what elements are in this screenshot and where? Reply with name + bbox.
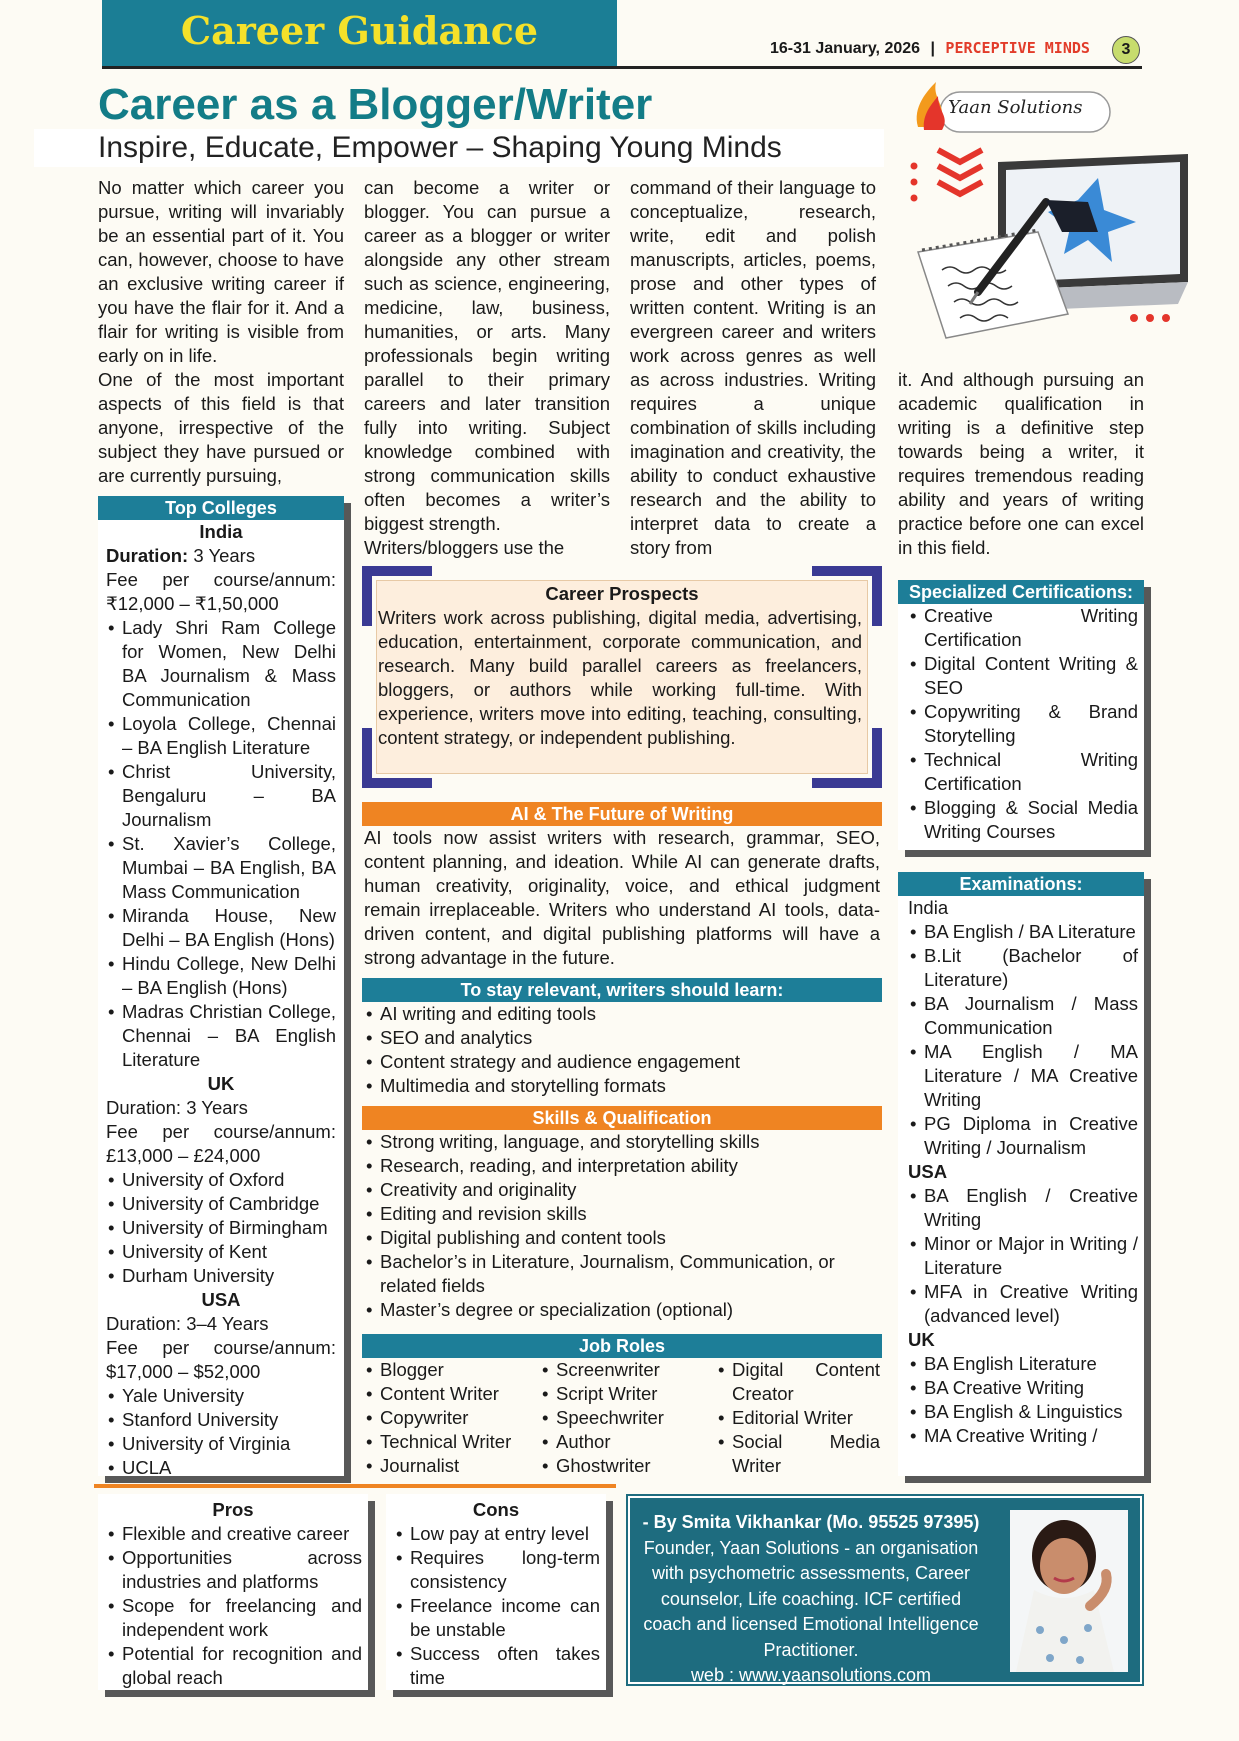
- list-item: • Editorial Writer: [716, 1406, 880, 1430]
- examinations-heading: Examinations:: [898, 872, 1144, 896]
- career-prospects-frame: [362, 566, 882, 788]
- list-item: • University of Oxford: [106, 1168, 336, 1192]
- india-duration-label: Duration:: [106, 545, 189, 566]
- list-item: • Success often takes time: [394, 1642, 600, 1690]
- cons-heading: Cons: [472, 1499, 520, 1520]
- author-bio: Founder, Yaan Solutions - an organisation with psychometric assessments, Career counselor, Life coaching. ICF certified coach and licensed Emotional Intelligence Practitioner.: [643, 1537, 979, 1660]
- job-roles-col-3: [716, 1358, 880, 1478]
- list-item: • Screenwriter: [540, 1358, 716, 1382]
- exam-india-list: [908, 920, 1138, 1160]
- pros-heading: Pros: [212, 1499, 254, 1520]
- exam-usa-heading: USA: [908, 1161, 948, 1182]
- exam-india-heading: India: [908, 897, 949, 918]
- list-item: • BA Journalism / Mass Communication: [908, 992, 1138, 1040]
- list-item: • University of Virginia: [106, 1432, 336, 1456]
- list-item: • Flexible and creative career: [106, 1522, 362, 1546]
- certifications-box: [898, 580, 1144, 850]
- bottom-divider: [94, 1484, 616, 1488]
- col2-paragraph-2: Writers/bloggers use the: [364, 537, 565, 558]
- list-item: • University of Cambridge: [106, 1192, 336, 1216]
- list-item: • Low pay at entry level: [394, 1522, 600, 1546]
- list-item: • Hindu College, New Delhi – BA English (Hons): [106, 952, 336, 1000]
- job-roles-section: [362, 1334, 882, 1478]
- list-item: • Script Writer: [540, 1382, 716, 1406]
- list-item: • University of Kent: [106, 1240, 336, 1264]
- list-item: • Editing and revision skills: [364, 1202, 882, 1226]
- laptop-icon: [898, 82, 1194, 372]
- ai-future-body: AI tools now assist writers with research, grammar, SEO, content planning, and ideation. While AI can generate drafts, human creativity, originality, voice, and ethical judgment remain irreplaceable. Writers who understand AI tools, data-driven content, and digital publishing platforms will have a strong advantage in the future.: [364, 827, 880, 968]
- list-item: • BA English / BA Literature: [908, 920, 1138, 944]
- job-roles-col-2: [540, 1358, 716, 1478]
- usa-fee-label: Fee per course/annum:: [106, 1337, 336, 1358]
- list-item: • BA English Literature: [908, 1352, 1138, 1376]
- list-item: • MA English / MA Literature / MA Creative Writing: [908, 1040, 1138, 1112]
- list-item: • Requires long-term consistency: [394, 1546, 600, 1594]
- list-item: • Copywriter: [364, 1406, 540, 1430]
- list-item: • B.Lit (Bachelor of Literature): [908, 944, 1138, 992]
- list-item: • Creative Writing Certification: [908, 604, 1138, 652]
- list-item: • Strong writing, language, and storytelling skills: [364, 1130, 882, 1154]
- list-item: • Master’s degree or specialization (optional): [364, 1298, 882, 1322]
- list-item: • AI writing and editing tools: [364, 1002, 882, 1026]
- article-col-3: [630, 176, 876, 560]
- list-item: • Technical Writing Certification: [908, 748, 1138, 796]
- top-colleges-heading: Top Colleges: [98, 496, 344, 520]
- list-item: • Blogging & Social Media Writing Courses: [908, 796, 1138, 844]
- list-item: • Bachelor’s in Literature, Journalism, Communication, or related fields: [364, 1250, 882, 1298]
- uk-heading: UK: [207, 1073, 235, 1094]
- list-item: • Research, reading, and interpretation ability: [364, 1154, 882, 1178]
- job-roles-col-1: [362, 1358, 540, 1478]
- col4-paragraph-1: it. And although pursuing an academic qualification in writing is a definitive step towards being a writer, it requires tremendous reading ability and years of writing practice before one can excel in this field.: [898, 369, 1144, 558]
- list-item: • Digital publishing and content tools: [364, 1226, 882, 1250]
- job-roles-heading: Job Roles: [362, 1334, 882, 1358]
- magazine-name: PERCEPTIVE MINDS: [945, 39, 1090, 57]
- pros-box: [98, 1494, 368, 1690]
- usa-heading: USA: [201, 1289, 241, 1310]
- article-title: Career as a Blogger/Writer: [98, 80, 653, 129]
- list-item: • Copywriting & Brand Storytelling: [908, 700, 1138, 748]
- author-byline: - By Smita Vikhankar (Mo. 95525 97395): [642, 1512, 980, 1532]
- list-item: • MFA in Creative Writing (advanced level): [908, 1280, 1138, 1328]
- list-item: • BA English / Creative Writing: [908, 1184, 1138, 1232]
- india-colleges-list: [106, 616, 336, 1072]
- india-heading: India: [199, 521, 243, 542]
- list-item: • Creativity and originality: [364, 1178, 882, 1202]
- pros-list: [98, 1522, 368, 1690]
- list-item: • Lady Shri Ram College for Women, New Delhi BA Journalism & Mass Communication: [106, 616, 336, 712]
- list-item: • Digital Content Writing & SEO: [908, 652, 1138, 700]
- certifications-heading: Specialized Certifications:: [898, 580, 1144, 604]
- list-item: • Blogger: [364, 1358, 540, 1382]
- list-item: • Madras Christian College, Chennai – BA English Literature: [106, 1000, 336, 1072]
- list-item: • Digital Content Creator: [716, 1358, 880, 1406]
- col3-paragraph-1: command of their language to conceptualize, research, write, edit and polish manuscripts, articles, poems, prose and other types of written content. Writing is an evergreen career and writers work across genres as well as across industries. Writing requires a unique combination of skills including imagination and creativity, the ability to conduct exhaustive research and the ability to interpret data to create a story from: [630, 177, 876, 558]
- list-item: • BA English & Linguistics: [908, 1400, 1138, 1424]
- list-item: • Yale University: [106, 1384, 336, 1408]
- skills-section: [362, 1106, 882, 1322]
- exam-uk-heading: UK: [908, 1329, 935, 1350]
- author-text: [636, 1510, 986, 1689]
- section-title: Career Guidance: [180, 8, 539, 53]
- uk-fee-label: Fee per course/annum:: [106, 1121, 336, 1142]
- list-item: • Freelance income can be unstable: [394, 1594, 600, 1642]
- article-col-2: [364, 176, 610, 560]
- issue-date: [770, 38, 1090, 59]
- chevrons-icon: [938, 150, 982, 194]
- list-item: • Author: [540, 1430, 716, 1454]
- top-colleges-box: [98, 496, 344, 1476]
- logo-brand: Yaan Solutions: [948, 97, 1083, 118]
- list-item: • Minor or Major in Writing / Literature: [908, 1232, 1138, 1280]
- list-item: • BA Creative Writing: [908, 1376, 1138, 1400]
- list-item: • Technical Writer: [364, 1430, 540, 1454]
- list-item: • Multimedia and storytelling formats: [364, 1074, 882, 1098]
- illustration: [898, 82, 1194, 372]
- col1-paragraph-2: One of the most important aspects of this field is that anyone, irrespective of the subject they have pursued or are currently pursuing,: [98, 369, 344, 486]
- list-item: • Speechwriter: [540, 1406, 716, 1430]
- list-item: • PG Diploma in Creative Writing / Journalism: [908, 1112, 1138, 1160]
- stay-relevant-list: [362, 1002, 882, 1098]
- list-item: • SEO and analytics: [364, 1026, 882, 1050]
- list-item: • Scope for freelancing and independent work: [106, 1594, 362, 1642]
- article-col-4: [898, 368, 1144, 560]
- list-item: • MA Creative Writing /: [908, 1424, 1138, 1448]
- header-rule: [102, 66, 1142, 69]
- list-item: • Content Writer: [364, 1382, 540, 1406]
- issue-date-text: 16-31 January, 2026: [770, 40, 921, 57]
- list-item: • Ghostwriter: [540, 1454, 716, 1478]
- list-item: • St. Xavier’s College, Mumbai – BA English, BA Mass Communication: [106, 832, 336, 904]
- exam-uk-list: [908, 1352, 1138, 1448]
- ai-future-section: [362, 802, 882, 970]
- uk-colleges-list: [106, 1168, 336, 1288]
- list-item: • Durham University: [106, 1264, 336, 1288]
- article-col-1: [98, 176, 344, 488]
- stay-relevant-heading: To stay relevant, writers should learn:: [362, 978, 882, 1002]
- author-web: web : www.yaansolutions.com: [690, 1665, 932, 1685]
- certifications-list: [898, 604, 1144, 844]
- career-prospects-heading: Career Prospects: [545, 583, 699, 604]
- examinations-box: [898, 872, 1144, 1476]
- india-duration-value: 3 Years: [188, 545, 256, 566]
- list-item: • UCLA: [106, 1456, 336, 1480]
- usa-colleges-list: [106, 1384, 336, 1480]
- list-item: • Journalist: [364, 1454, 540, 1478]
- skills-heading: Skills & Qualification: [362, 1106, 882, 1130]
- india-fee: ₹12,000 – ₹1,50,000: [106, 593, 279, 614]
- ai-future-heading: AI & The Future of Writing: [362, 802, 882, 826]
- list-item: • University of Birmingham: [106, 1216, 336, 1240]
- exam-usa-list: [908, 1184, 1138, 1328]
- skills-list: [362, 1130, 882, 1322]
- col1-paragraph-1: No matter which career you pursue, writing will invariably be an essential part of it. You can, however, choose to have an exclusive writing career if you have the flair for it. And a flair for writing is visible from early on in life.: [98, 177, 344, 366]
- usa-fee: $17,000 – $52,000: [106, 1361, 261, 1382]
- header-separator: |: [930, 40, 935, 57]
- list-item: • Opportunities across industries and platforms: [106, 1546, 362, 1594]
- list-item: • Social Media Writer: [716, 1430, 880, 1478]
- list-item: • Content strategy and audience engagement: [364, 1050, 882, 1074]
- career-prospects-body: Writers work across publishing, digital media, advertising, education, entertainment, corporate communication, and research. Many build parallel careers as freelancers, bloggers, or authors while working full-time. With experience, writers move into editing, teaching, consulting, content strategy, or independent publishing.: [378, 607, 862, 748]
- list-item: • Potential for recognition and global reach: [106, 1642, 362, 1690]
- india-duration: [106, 544, 336, 568]
- author-photo: [1010, 1510, 1128, 1672]
- page-number: 3: [1112, 36, 1140, 64]
- list-item: • Christ University, Bengaluru – BA Journalism: [106, 760, 336, 832]
- cons-box: [386, 1494, 606, 1690]
- list-item: • Stanford University: [106, 1408, 336, 1432]
- cons-list: [386, 1522, 606, 1690]
- uk-fee: £13,000 – £24,000: [106, 1145, 261, 1166]
- list-item: • Miranda House, New Delhi – BA English (Hons): [106, 904, 336, 952]
- stay-relevant-section: [362, 978, 882, 1098]
- usa-duration: Duration: 3–4 Years: [106, 1313, 269, 1334]
- list-item: • Loyola College, Chennai – BA English Literature: [106, 712, 336, 760]
- col2-paragraph-1: can become a writer or blogger. You can pursue a career as a blogger or writer alongside any other stream such as science, engineering, medicine, law, business, humanities, or arts. Many professionals begin writing parallel to their primary careers and later transition fully into writing. Subject knowledge combined with strong communication skills often becomes a writer’s biggest strength.: [364, 177, 610, 534]
- uk-duration: Duration: 3 Years: [106, 1097, 248, 1118]
- india-fee-label: Fee per course/annum:: [106, 569, 336, 590]
- article-subtitle: Inspire, Educate, Empower – Shaping Young Minds: [98, 131, 782, 164]
